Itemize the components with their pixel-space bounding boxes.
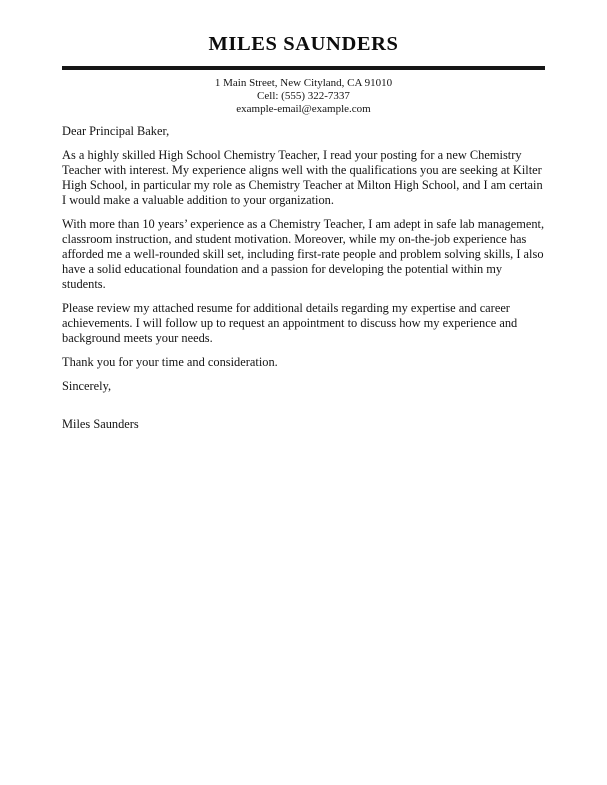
paragraph-resume-followup: Please review my attached resume for additional details regarding my expertise and career achievements. I will follow up to request an appointment to discuss how my experience and background meets your needs. [62,301,518,346]
paragraph-introduction: As a highly skilled High School Chemistry Teacher, I read your posting for a new Chemistry Teacher with interest. My experience aligns well with the qualifications you are seeking at Kilter High School, in particular my role as Chemistry Teacher at Milton High School, and I am certain I would make a valuable addition to your organization. [62,148,543,208]
salutation: Dear Principal Baker, [62,124,170,139]
contact-block [62,77,545,115]
contact-address: 1 Main Street, New Cityland, CA 91010 [214,77,393,89]
letter-body [62,124,545,432]
applicant-name: MILES SAUNDERS [208,33,399,55]
contact-cell: Cell: (555) 322-7337 [257,89,350,102]
contact-email: example-email@example.com [236,102,371,115]
letter-header [62,32,545,115]
signature-name: Miles Saunders [62,417,139,432]
signoff: Sincerely, [62,379,112,394]
closing-thanks: Thank you for your time and consideration. [62,355,278,370]
header-divider-rule [62,66,545,70]
paragraph-experience: With more than 10 years’ experience as a Chemistry Teacher, I am adept in safe lab management, classroom instruction, and student motivation. Moreover, while my on-the-job experience has afforded me a well-rounded skill set, including first-rate people and problem solving skills, I also have a solid educational foundation and a passion for developing the potential within my students. [62,217,545,292]
